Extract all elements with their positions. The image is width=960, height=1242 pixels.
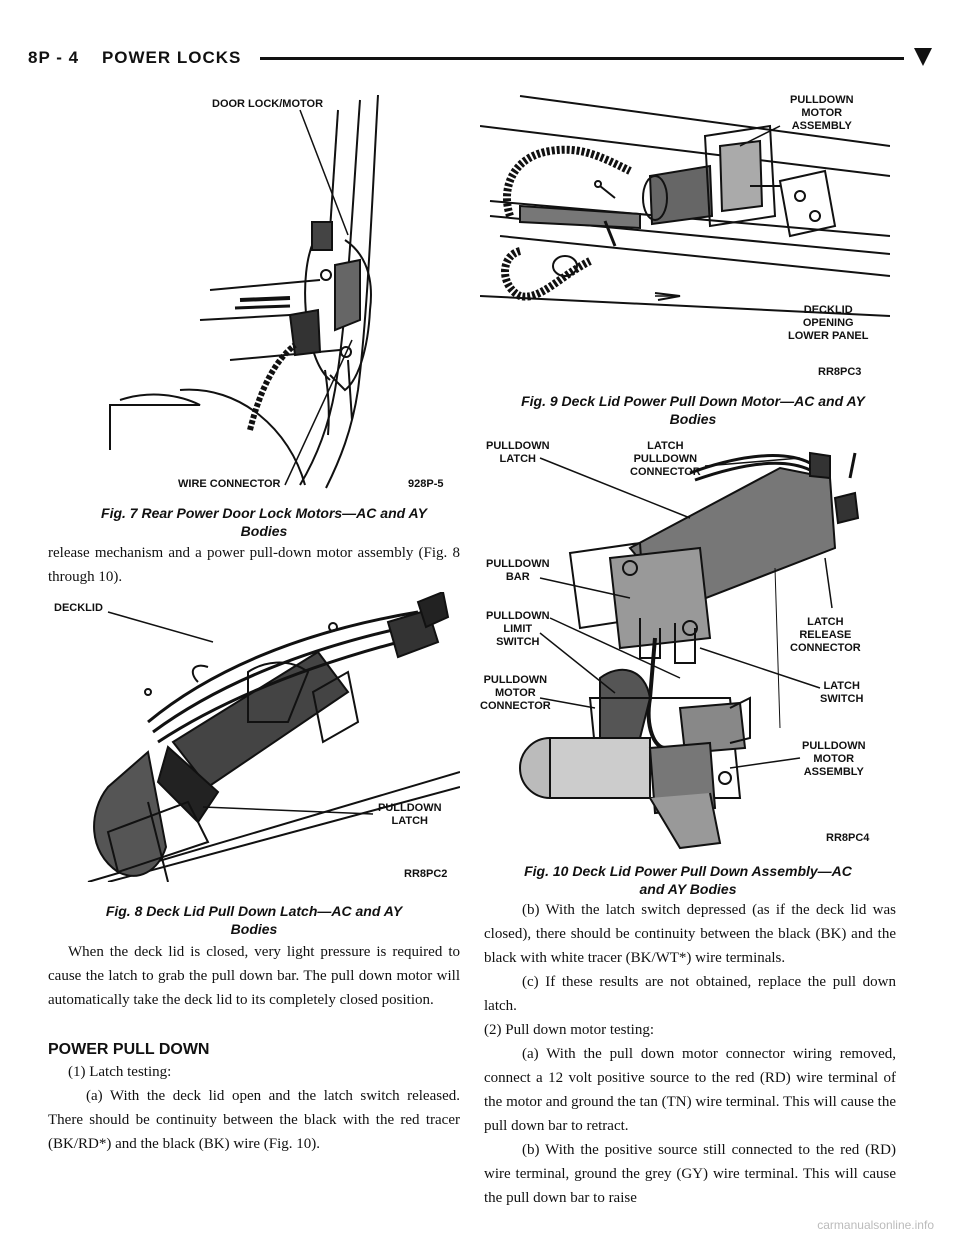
page-header-title: 8P - 4 POWER LOCKS	[28, 48, 242, 67]
right-step-2a: (a) With the pull down motor connector wiring removed, connect a 12 volt positive source to the red (RD) wire terminal of the motor and ground the tan (TN) wire terminal. This will cause the pull down bar to retract.	[484, 1046, 896, 1134]
left-paragraph-2-text: When the deck lid is closed, very light pressure is required to cause the latch to grab the pull down bar. The pull down motor will automatically take the deck lid to its completely closed position.	[48, 944, 460, 1008]
figure-8	[48, 592, 460, 882]
figure-8-illustration	[48, 592, 460, 882]
fig10-code: RR8PC4	[826, 832, 870, 844]
watermark: carmanualsonline.info	[817, 1218, 934, 1232]
figure-7	[90, 90, 460, 495]
fig9-label-decklid-opening-lower-panel: DECKLID OPENING LOWER PANEL	[788, 304, 869, 342]
fig7-code: 928P-5	[408, 478, 444, 490]
right-step-2b: (b) With the positive source still connected to the red (RD) wire terminal, ground the grey (GY) wire terminal. This will cause the pull down bar to raise	[484, 1142, 896, 1206]
fig10-label-pulldown-latch: PULLDOWN LATCH	[486, 440, 550, 465]
figure-10	[480, 438, 890, 858]
fig10-caption-line1: Fig. 10 Deck Lid Power Pull Down Assembly—AC	[524, 863, 852, 879]
fig7-label-door-lock-motor: DOOR LOCK/MOTOR	[212, 98, 324, 110]
figure-9	[480, 86, 890, 386]
fig7-caption	[48, 504, 480, 540]
left-paragraph-1	[48, 541, 460, 589]
fig8-caption-line1: Fig. 8 Deck Lid Pull Down Latch—AC and AY	[105, 903, 403, 919]
fig9-caption-line1: Fig. 9 Deck Lid Power Pull Down Motor—AC and AY	[521, 393, 865, 409]
fig10-label-pulldown-limit-switch: PULLDOWN LIMIT SWITCH	[486, 610, 550, 648]
right-column-text	[484, 898, 896, 1210]
fig8-label-pulldown-latch: PULLDOWN LATCH	[378, 802, 442, 827]
header-triangle-icon	[914, 48, 932, 66]
left-step-1a: (a) With the deck lid open and the latch switch released. There should be continuity between the black with the red tracer (BK/RD*) and the black (BK) wire (Fig. 10).	[48, 1088, 460, 1152]
right-step-1c: (c) If these results are not obtained, replace the pull down latch.	[484, 974, 896, 1014]
section-title-power-pull-down: POWER PULL DOWN	[48, 1041, 210, 1058]
left-paragraph-2	[48, 940, 460, 1012]
left-paragraph-1-text: release mechanism and a power pull-down motor assembly (Fig. 8 through 10).	[48, 545, 460, 585]
fig10-caption-line2: and AY Bodies	[639, 881, 737, 897]
page-header	[28, 44, 932, 74]
fig10-label-latch-switch: LATCH SWITCH	[820, 680, 864, 705]
fig10-label-latch-pulldown-connector: LATCH PULLDOWN CONNECTOR	[630, 440, 701, 478]
fig9-label-pulldown-motor-assembly: PULLDOWN MOTOR ASSEMBLY	[790, 94, 854, 132]
left-section-body	[48, 1060, 460, 1156]
fig10-caption	[478, 862, 898, 898]
fig7-caption-line1: Fig. 7 Rear Power Door Lock Motors—AC and AY	[101, 505, 427, 521]
fig10-label-pulldown-motor-assembly: PULLDOWN MOTOR ASSEMBLY	[802, 740, 866, 778]
fig9-caption	[478, 392, 908, 428]
right-step-1b: (b) With the latch switch depressed (as if the deck lid was closed), there should be continuity between the black (BK) and the black with white tracer (BK/WT*) wire terminals.	[484, 902, 896, 966]
figure-7-illustration	[90, 90, 460, 495]
fig10-label-pulldown-bar: PULLDOWN BAR	[486, 558, 550, 583]
fig8-caption-line2: Bodies	[230, 921, 278, 937]
fig7-caption-line2: Bodies	[240, 523, 288, 539]
fig9-code: RR8PC3	[818, 366, 862, 378]
header-rule	[260, 57, 904, 60]
fig8-code: RR8PC2	[404, 868, 448, 880]
right-step-2: (2) Pull down motor testing:	[484, 1022, 654, 1038]
fig8-caption	[48, 902, 460, 938]
fig8-label-decklid: DECKLID	[54, 602, 103, 614]
fig9-caption-line2: Bodies	[669, 411, 717, 427]
fig10-label-pulldown-motor-connector: PULLDOWN MOTOR CONNECTOR	[480, 674, 551, 712]
fig10-label-latch-release-connector: LATCH RELEASE CONNECTOR	[790, 616, 861, 654]
left-step-1: (1) Latch testing:	[68, 1064, 172, 1080]
fig7-label-wire-connector: WIRE CONNECTOR	[178, 478, 281, 490]
